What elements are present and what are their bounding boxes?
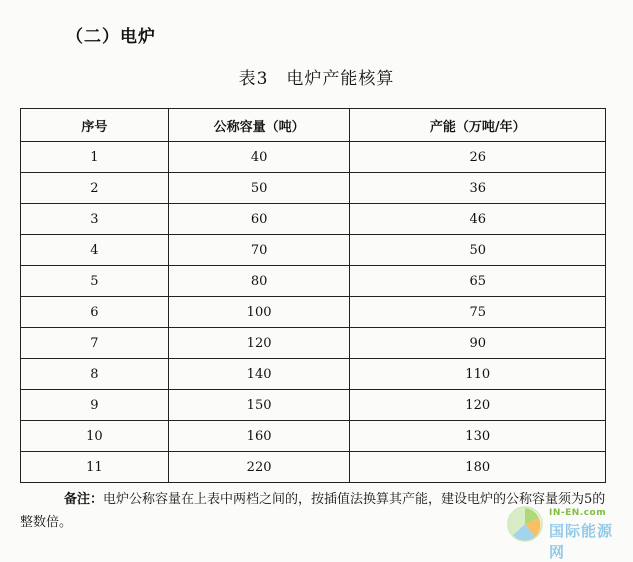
cell-output: 120 xyxy=(350,390,606,421)
cell-output: 90 xyxy=(350,328,606,359)
table-row xyxy=(21,359,606,390)
table-row xyxy=(21,173,606,204)
column-header-output: 产能（万吨/年） xyxy=(350,109,606,142)
watermark-cn: 国际能源网 xyxy=(549,522,614,561)
cell-index: 1 xyxy=(21,142,169,173)
column-header-capacity: 公称容量（吨） xyxy=(168,109,350,142)
table-body xyxy=(21,142,606,483)
cell-capacity: 80 xyxy=(168,266,350,297)
cell-index: 5 xyxy=(21,266,169,297)
cell-capacity: 220 xyxy=(168,452,350,483)
cell-output: 46 xyxy=(350,204,606,235)
cell-output: 75 xyxy=(350,297,606,328)
cell-capacity: 150 xyxy=(168,390,350,421)
table-row xyxy=(21,204,606,235)
cell-output: 36 xyxy=(350,173,606,204)
cell-output: 110 xyxy=(350,359,606,390)
watermark-logo xyxy=(505,500,623,561)
table-row xyxy=(21,390,606,421)
cell-output: 130 xyxy=(350,421,606,452)
table-row xyxy=(21,328,606,359)
cell-index: 9 xyxy=(21,390,169,421)
cell-index: 8 xyxy=(21,359,169,390)
cell-capacity: 140 xyxy=(168,359,350,390)
watermark-en: IN-EN.com xyxy=(549,508,607,518)
table-row xyxy=(21,235,606,266)
table-row xyxy=(21,142,606,173)
cell-index: 4 xyxy=(21,235,169,266)
cell-capacity: 160 xyxy=(168,421,350,452)
note-label: 备注： xyxy=(64,492,104,507)
capacity-table xyxy=(20,108,606,483)
cell-capacity: 40 xyxy=(168,142,350,173)
cell-index: 7 xyxy=(21,328,169,359)
cell-capacity: 60 xyxy=(168,204,350,235)
cell-output: 50 xyxy=(350,235,606,266)
table-row xyxy=(21,452,606,483)
cell-capacity: 100 xyxy=(168,297,350,328)
note-text: 电炉公称容量在上表中两档之间的，按插值法换算其产能，建设电炉的公称容量须为5的整数倍。 xyxy=(20,492,606,530)
table-row xyxy=(21,297,606,328)
cell-index: 11 xyxy=(21,452,169,483)
cell-output: 65 xyxy=(350,266,606,297)
cell-index: 3 xyxy=(21,204,169,235)
column-header-index: 序号 xyxy=(21,109,169,142)
table-row xyxy=(21,266,606,297)
cell-capacity: 120 xyxy=(168,328,350,359)
cell-index: 2 xyxy=(21,173,169,204)
table-header-row xyxy=(21,109,606,142)
cell-output: 180 xyxy=(350,452,606,483)
cell-capacity: 70 xyxy=(168,235,350,266)
table-title: 表3 电炉产能核算 xyxy=(238,69,395,89)
cell-output: 26 xyxy=(350,142,606,173)
cell-index: 6 xyxy=(21,297,169,328)
table-row xyxy=(21,421,606,452)
cell-capacity: 50 xyxy=(168,173,350,204)
cell-index: 10 xyxy=(21,421,169,452)
leaf-logo-icon xyxy=(505,504,545,544)
section-heading: （二）电炉 xyxy=(66,27,156,47)
